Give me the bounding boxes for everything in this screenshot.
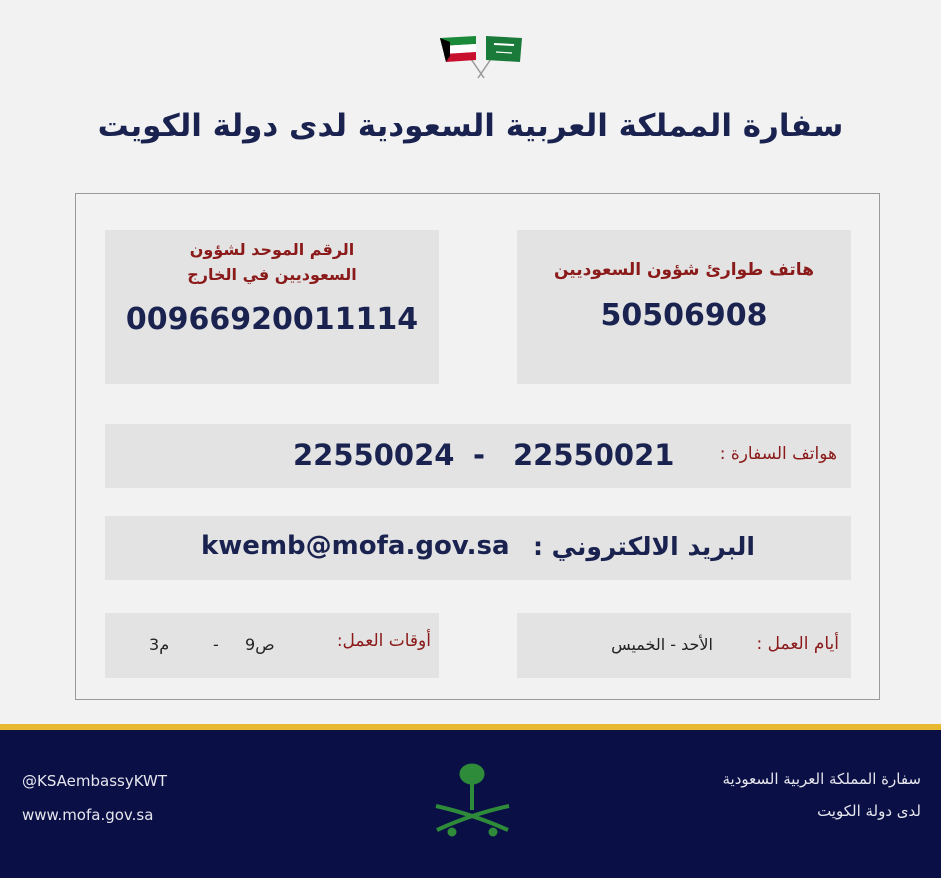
twitter-handle[interactable]: @KSAembassyKWT <box>22 772 167 790</box>
footer <box>0 730 941 878</box>
work-days-label: أيام العمل : <box>756 634 839 654</box>
work-days-box <box>517 613 851 678</box>
emergency-number: 50506908 <box>600 298 768 333</box>
footer-name-line-2: لدى دولة الكويت <box>817 802 921 820</box>
emergency-label: هاتف طوارئ شؤون السعوديين <box>554 260 814 280</box>
saudi-emblem-icon <box>430 760 515 844</box>
unified-number: 00966920011114 <box>125 302 419 337</box>
kuwait-saudi-flags-icon <box>436 30 526 80</box>
work-days-value: الأحد - الخميس <box>611 635 713 654</box>
email-label: البريد الالكتروني : <box>532 532 755 561</box>
info-frame <box>75 193 880 700</box>
footer-name-line-1: سفارة المملكة العربية السعودية <box>722 770 921 788</box>
unified-label-2: السعوديين في الخارج <box>187 265 357 284</box>
work-hours-separator: - <box>213 635 219 654</box>
phones-box <box>105 424 851 488</box>
email-value[interactable]: kwemb@mofa.gov.sa <box>201 531 510 561</box>
work-hours-from: 9ص <box>245 635 275 654</box>
unified-box <box>105 230 439 384</box>
page-title: سفارة المملكة العربية السعودية لدى دولة الكويت <box>97 108 844 144</box>
work-hours-label: أوقات العمل: <box>336 631 431 651</box>
phones-label: هواتف السفارة : <box>719 444 837 464</box>
phone-2: 22550024 <box>293 438 455 472</box>
phones-separator: - <box>473 438 486 472</box>
phone-1: 22550021 <box>513 438 675 472</box>
emergency-box <box>517 230 851 384</box>
work-hours-to: 3م <box>149 635 170 654</box>
unified-label-1: الرقم الموحد لشؤون <box>189 240 355 259</box>
work-hours-box <box>105 613 439 678</box>
website-link[interactable]: www.mofa.gov.sa <box>22 806 154 824</box>
email-box <box>105 516 851 580</box>
